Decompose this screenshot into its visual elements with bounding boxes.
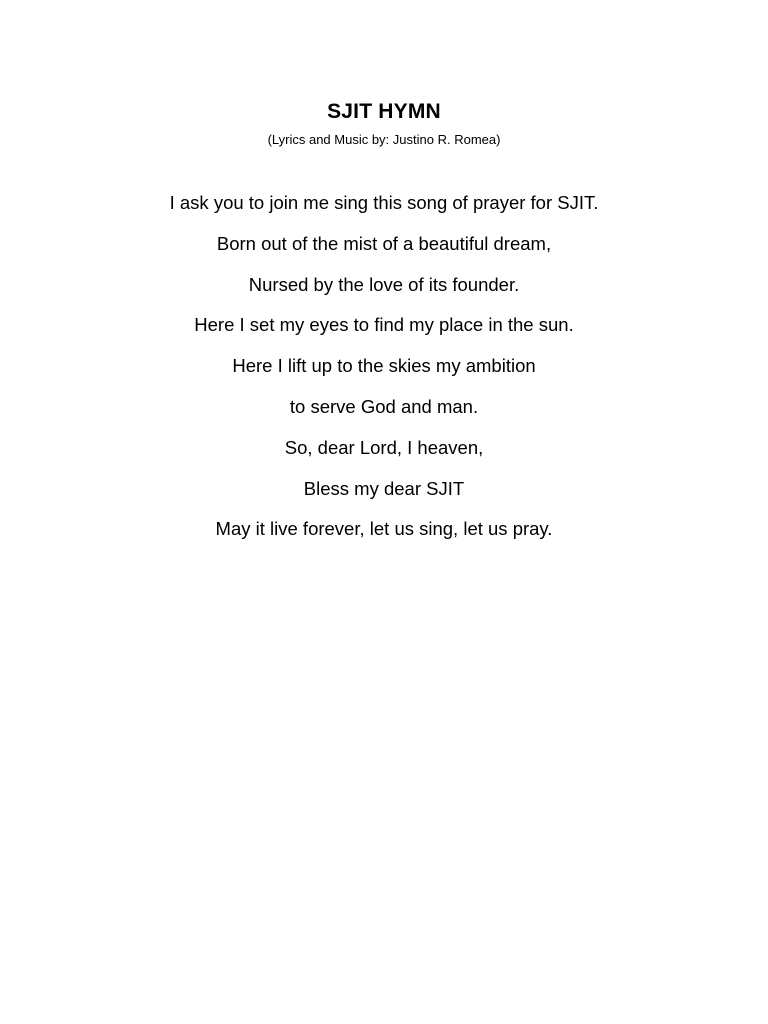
lyric-line-3: Nursed by the love of its founder. (248, 273, 520, 295)
lyric-line-9: May it live forever, let us sing, let us pray. (215, 518, 553, 540)
hymn-title: SJIT HYMN (327, 100, 441, 123)
lyrics-block (0, 190, 768, 557)
lyric-line-7: So, dear Lord, I heaven, (284, 436, 484, 458)
lyric-line-1: I ask you to join me sing this song of prayer for SJIT. (169, 192, 599, 213)
lyric-line-2: Born out of the mist of a beautiful dream, (216, 232, 552, 254)
lyric-line-4: Here I set my eyes to find my place in the sun. (194, 314, 574, 336)
hymn-credits: (Lyrics and Music by: Justino R. Romea) (267, 132, 501, 147)
lyric-line-6: to serve God and man. (289, 395, 479, 417)
lyric-line-8: Bless my dear SJIT (303, 477, 465, 499)
lyric-line-5: Here I lift up to the skies my ambition (232, 355, 536, 377)
